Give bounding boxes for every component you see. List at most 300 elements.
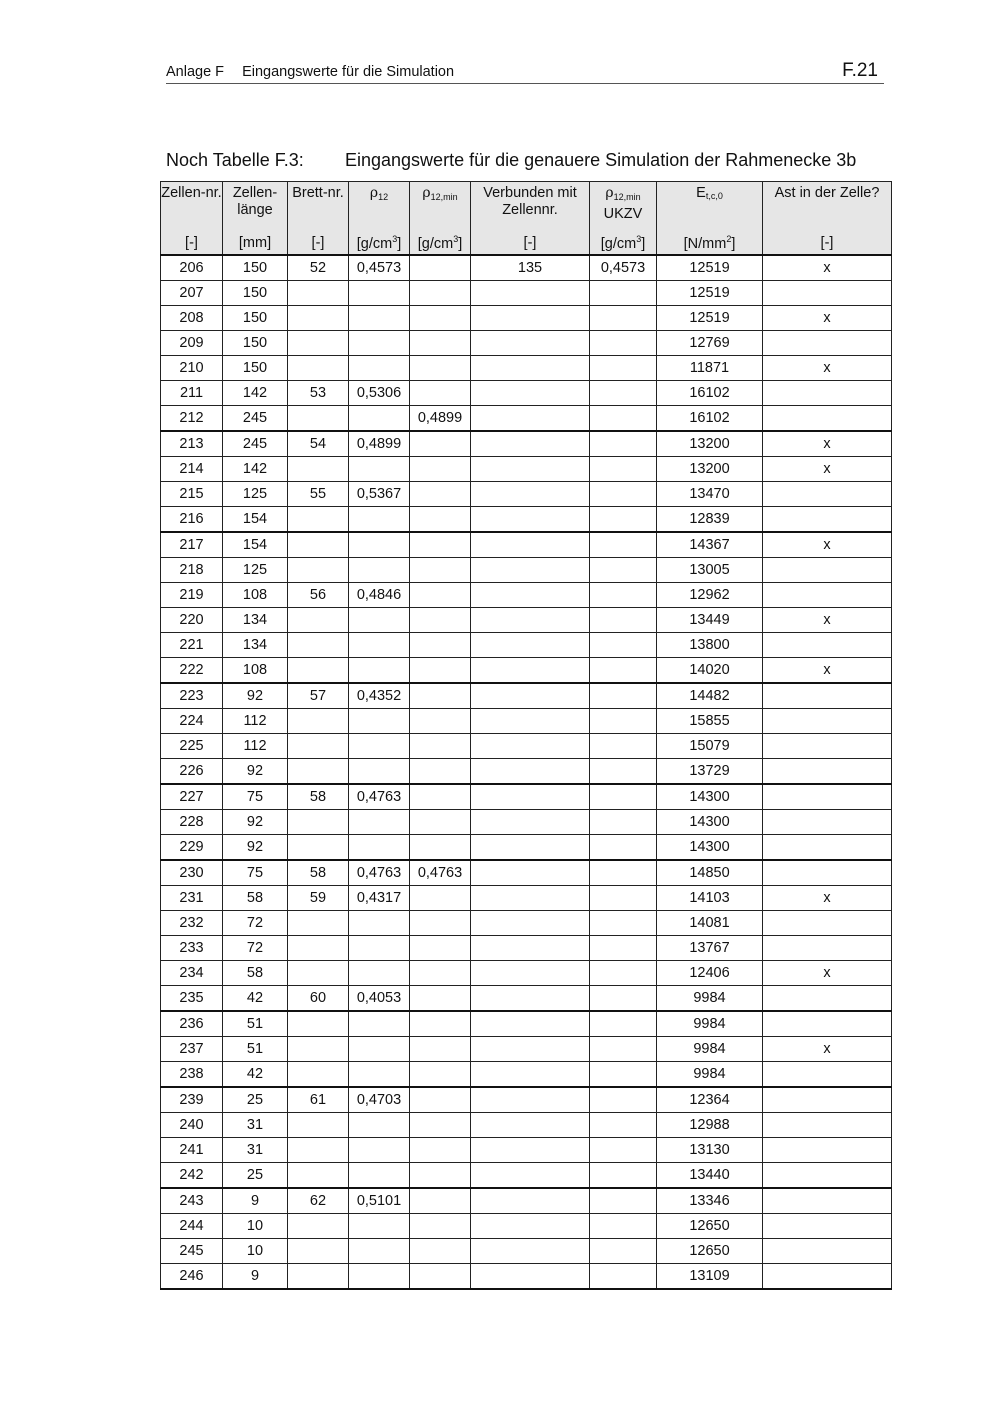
cell-cell-nr: 213 xyxy=(161,431,223,457)
cell-rho12min-ukzv xyxy=(590,860,657,886)
cell-cell-nr: 244 xyxy=(161,1214,223,1239)
e-subscript: t,c,0 xyxy=(705,191,723,201)
table-row xyxy=(161,784,892,810)
cell-connected xyxy=(471,810,590,835)
cell-board-nr xyxy=(288,281,349,306)
cell-cell-length: 75 xyxy=(223,860,288,886)
cell-branch xyxy=(763,986,892,1012)
cell-connected xyxy=(471,381,590,406)
unit-rho12min-ukzv xyxy=(590,231,657,255)
cell-rho12 xyxy=(349,1163,410,1189)
table-row xyxy=(161,810,892,835)
cell-rho12min-ukzv xyxy=(590,810,657,835)
cell-board-nr: 57 xyxy=(288,683,349,709)
cell-branch xyxy=(763,633,892,658)
cell-board-nr xyxy=(288,558,349,583)
cell-board-nr: 59 xyxy=(288,886,349,911)
cell-board-nr xyxy=(288,734,349,759)
table-row xyxy=(161,1264,892,1290)
cell-rho12: 0,4899 xyxy=(349,431,410,457)
table-row xyxy=(161,457,892,482)
cell-board-nr xyxy=(288,1138,349,1163)
cell-board-nr xyxy=(288,1062,349,1088)
cell-rho12min-ukzv xyxy=(590,583,657,608)
unit-exponent: 3 xyxy=(392,233,398,244)
cell-rho12min xyxy=(410,784,471,810)
cell-branch: x xyxy=(763,1037,892,1062)
table-row xyxy=(161,911,892,936)
cell-e-modulus: 14081 xyxy=(657,911,763,936)
cell-rho12min-ukzv xyxy=(590,1188,657,1214)
table-caption xyxy=(166,150,856,171)
cell-e-modulus: 13200 xyxy=(657,457,763,482)
cell-e-modulus: 12364 xyxy=(657,1087,763,1113)
cell-cell-nr: 216 xyxy=(161,507,223,533)
cell-branch xyxy=(763,810,892,835)
cell-cell-length: 31 xyxy=(223,1138,288,1163)
cell-cell-nr: 236 xyxy=(161,1011,223,1037)
unit-base: [g/cm xyxy=(600,235,637,252)
cell-connected xyxy=(471,1163,590,1189)
cell-cell-length: 58 xyxy=(223,886,288,911)
table-row xyxy=(161,331,892,356)
cell-board-nr: 53 xyxy=(288,381,349,406)
cell-rho12min-ukzv xyxy=(590,1264,657,1290)
cell-connected xyxy=(471,936,590,961)
unit-exponent: 2 xyxy=(726,233,732,244)
table-row xyxy=(161,558,892,583)
cell-connected xyxy=(471,457,590,482)
table-row xyxy=(161,507,892,533)
cell-cell-nr: 224 xyxy=(161,709,223,734)
cell-board-nr xyxy=(288,1113,349,1138)
cell-branch xyxy=(763,1214,892,1239)
cell-cell-length: 9 xyxy=(223,1264,288,1290)
cell-board-nr xyxy=(288,633,349,658)
cell-cell-length: 125 xyxy=(223,558,288,583)
cell-board-nr xyxy=(288,356,349,381)
cell-rho12 xyxy=(349,759,410,785)
cell-board-nr xyxy=(288,406,349,432)
cell-branch: x xyxy=(763,961,892,986)
cell-cell-nr: 242 xyxy=(161,1163,223,1189)
cell-branch xyxy=(763,1163,892,1189)
cell-branch xyxy=(763,911,892,936)
cell-cell-length: 9 xyxy=(223,1188,288,1214)
table-row xyxy=(161,306,892,331)
cell-rho12: 0,4703 xyxy=(349,1087,410,1113)
cell-rho12 xyxy=(349,936,410,961)
cell-board-nr xyxy=(288,1239,349,1264)
rho12min-subscript: 12,min xyxy=(430,192,458,202)
cell-rho12min xyxy=(410,683,471,709)
cell-cell-length: 10 xyxy=(223,1239,288,1264)
cell-branch xyxy=(763,1138,892,1163)
data-table xyxy=(160,181,892,1290)
cell-connected xyxy=(471,835,590,861)
cell-rho12 xyxy=(349,457,410,482)
rho-symbol: ρ xyxy=(605,185,614,201)
cell-cell-length: 92 xyxy=(223,683,288,709)
cell-rho12min xyxy=(410,1188,471,1214)
cell-connected xyxy=(471,558,590,583)
table-row xyxy=(161,658,892,684)
cell-cell-length: 245 xyxy=(223,431,288,457)
table-row xyxy=(161,1062,892,1088)
cell-rho12min-ukzv xyxy=(590,431,657,457)
cell-rho12min xyxy=(410,381,471,406)
cell-e-modulus: 14482 xyxy=(657,683,763,709)
cell-rho12min-ukzv xyxy=(590,633,657,658)
cell-cell-nr: 231 xyxy=(161,886,223,911)
rho12min-ukzv-subscript: 12,min xyxy=(613,192,641,202)
table-row xyxy=(161,835,892,861)
table-row xyxy=(161,986,892,1012)
cell-branch xyxy=(763,381,892,406)
cell-board-nr xyxy=(288,961,349,986)
cell-e-modulus: 13346 xyxy=(657,1188,763,1214)
cell-cell-nr: 220 xyxy=(161,608,223,633)
cell-rho12min-ukzv xyxy=(590,709,657,734)
cell-rho12min-ukzv xyxy=(590,1087,657,1113)
cell-rho12min xyxy=(410,331,471,356)
cell-rho12: 0,4763 xyxy=(349,860,410,886)
cell-cell-length: 112 xyxy=(223,709,288,734)
unit-connected: [-] xyxy=(471,231,590,255)
table-row xyxy=(161,356,892,381)
cell-e-modulus: 15079 xyxy=(657,734,763,759)
cell-rho12min-ukzv: 0,4573 xyxy=(590,255,657,281)
page-header xyxy=(166,58,884,84)
cell-e-modulus: 13109 xyxy=(657,1264,763,1290)
units-row xyxy=(161,231,892,255)
cell-rho12: 0,5101 xyxy=(349,1188,410,1214)
cell-cell-nr: 233 xyxy=(161,936,223,961)
table-row xyxy=(161,431,892,457)
cell-e-modulus: 12406 xyxy=(657,961,763,986)
cell-branch xyxy=(763,1239,892,1264)
cell-branch xyxy=(763,936,892,961)
cell-rho12min-ukzv xyxy=(590,1214,657,1239)
cell-rho12min-ukzv xyxy=(590,608,657,633)
cell-connected xyxy=(471,759,590,785)
col-header-branch: Ast in der Zelle? xyxy=(763,182,892,232)
cell-connected xyxy=(471,583,590,608)
cell-rho12min-ukzv xyxy=(590,381,657,406)
cell-e-modulus: 13005 xyxy=(657,558,763,583)
cell-rho12min xyxy=(410,734,471,759)
cell-branch: x xyxy=(763,457,892,482)
cell-rho12 xyxy=(349,1011,410,1037)
cell-connected xyxy=(471,406,590,432)
table-row xyxy=(161,608,892,633)
cell-rho12min-ukzv xyxy=(590,306,657,331)
cell-rho12: 0,5367 xyxy=(349,482,410,507)
table-row xyxy=(161,759,892,785)
unit-base: [g/cm xyxy=(356,235,393,252)
cell-rho12min-ukzv xyxy=(590,683,657,709)
cell-branch xyxy=(763,1188,892,1214)
cell-rho12 xyxy=(349,835,410,861)
cell-rho12min xyxy=(410,1113,471,1138)
cell-branch: x xyxy=(763,658,892,684)
unit-close: ] xyxy=(458,235,463,252)
unit-cell-length: [mm] xyxy=(223,231,288,255)
cell-cell-nr: 235 xyxy=(161,986,223,1012)
cell-e-modulus: 14300 xyxy=(657,784,763,810)
cell-rho12: 0,4053 xyxy=(349,986,410,1012)
cell-rho12min xyxy=(410,255,471,281)
cell-rho12min-ukzv xyxy=(590,1062,657,1088)
cell-rho12min: 0,4899 xyxy=(410,406,471,432)
cell-cell-nr: 208 xyxy=(161,306,223,331)
cell-branch: x xyxy=(763,532,892,558)
cell-e-modulus: 9984 xyxy=(657,1062,763,1088)
cell-cell-nr: 210 xyxy=(161,356,223,381)
cell-cell-nr: 217 xyxy=(161,532,223,558)
cell-e-modulus: 13200 xyxy=(657,431,763,457)
col-header-cell-nr: Zellen-nr. xyxy=(161,182,223,232)
cell-e-modulus: 13767 xyxy=(657,936,763,961)
cell-cell-nr: 225 xyxy=(161,734,223,759)
col-header-e-modulus xyxy=(657,182,763,232)
unit-branch: [-] xyxy=(763,231,892,255)
cell-e-modulus: 12988 xyxy=(657,1113,763,1138)
cell-board-nr: 62 xyxy=(288,1188,349,1214)
cell-cell-nr: 239 xyxy=(161,1087,223,1113)
cell-rho12: 0,4317 xyxy=(349,886,410,911)
cell-connected xyxy=(471,784,590,810)
cell-board-nr: 55 xyxy=(288,482,349,507)
cell-connected xyxy=(471,734,590,759)
cell-rho12min xyxy=(410,482,471,507)
cell-rho12min-ukzv xyxy=(590,507,657,533)
cell-branch xyxy=(763,835,892,861)
cell-branch xyxy=(763,1011,892,1037)
cell-cell-length: 72 xyxy=(223,911,288,936)
cell-connected xyxy=(471,1138,590,1163)
cell-e-modulus: 16102 xyxy=(657,381,763,406)
cell-cell-length: 51 xyxy=(223,1037,288,1062)
cell-cell-nr: 223 xyxy=(161,683,223,709)
cell-rho12min-ukzv xyxy=(590,835,657,861)
col-header-rho12min xyxy=(410,182,471,232)
cell-cell-length: 108 xyxy=(223,583,288,608)
cell-rho12min-ukzv xyxy=(590,1163,657,1189)
cell-rho12: 0,4846 xyxy=(349,583,410,608)
cell-cell-nr: 222 xyxy=(161,658,223,684)
cell-cell-nr: 207 xyxy=(161,281,223,306)
cell-e-modulus: 13449 xyxy=(657,608,763,633)
table-row xyxy=(161,1087,892,1113)
cell-connected xyxy=(471,356,590,381)
cell-rho12min xyxy=(410,936,471,961)
cell-rho12min xyxy=(410,507,471,533)
cell-cell-length: 150 xyxy=(223,281,288,306)
cell-rho12 xyxy=(349,734,410,759)
cell-cell-nr: 229 xyxy=(161,835,223,861)
cell-rho12 xyxy=(349,1138,410,1163)
cell-cell-nr: 206 xyxy=(161,255,223,281)
cell-rho12min-ukzv xyxy=(590,482,657,507)
cell-rho12 xyxy=(349,507,410,533)
cell-cell-length: 134 xyxy=(223,608,288,633)
cell-e-modulus: 14367 xyxy=(657,532,763,558)
cell-connected xyxy=(471,886,590,911)
cell-branch xyxy=(763,507,892,533)
cell-e-modulus: 13729 xyxy=(657,759,763,785)
cell-cell-length: 112 xyxy=(223,734,288,759)
cell-rho12min xyxy=(410,810,471,835)
cell-rho12 xyxy=(349,709,410,734)
cell-e-modulus: 14020 xyxy=(657,658,763,684)
cell-cell-nr: 238 xyxy=(161,1062,223,1088)
col-header-rho12 xyxy=(349,182,410,232)
cell-rho12 xyxy=(349,1239,410,1264)
cell-connected xyxy=(471,633,590,658)
table-row xyxy=(161,482,892,507)
table-row xyxy=(161,1214,892,1239)
header-left xyxy=(166,64,454,80)
cell-e-modulus: 9984 xyxy=(657,986,763,1012)
cell-cell-length: 154 xyxy=(223,532,288,558)
cell-e-modulus: 9984 xyxy=(657,1037,763,1062)
cell-connected xyxy=(471,507,590,533)
cell-branch: x xyxy=(763,306,892,331)
cell-rho12 xyxy=(349,356,410,381)
rho-symbol: ρ xyxy=(422,185,431,201)
caption-text: Eingangswerte für die genauere Simulation der Rahmenecke 3b xyxy=(345,150,857,170)
cell-e-modulus: 9984 xyxy=(657,1011,763,1037)
cell-rho12min xyxy=(410,558,471,583)
cell-rho12 xyxy=(349,558,410,583)
cell-rho12 xyxy=(349,406,410,432)
cell-rho12min-ukzv xyxy=(590,406,657,432)
col-header-board-nr: Brett-nr. xyxy=(288,182,349,232)
cell-cell-nr: 245 xyxy=(161,1239,223,1264)
cell-cell-length: 92 xyxy=(223,835,288,861)
cell-rho12min xyxy=(410,281,471,306)
cell-rho12 xyxy=(349,658,410,684)
col-header-connected: Verbunden mit Zellennr. xyxy=(471,182,590,232)
cell-board-nr xyxy=(288,709,349,734)
cell-rho12min xyxy=(410,1239,471,1264)
cell-rho12min xyxy=(410,457,471,482)
cell-connected xyxy=(471,658,590,684)
cell-board-nr xyxy=(288,1037,349,1062)
cell-rho12min-ukzv xyxy=(590,1011,657,1037)
cell-cell-length: 10 xyxy=(223,1214,288,1239)
cell-connected xyxy=(471,1011,590,1037)
cell-e-modulus: 14300 xyxy=(657,810,763,835)
table-row xyxy=(161,886,892,911)
cell-cell-length: 58 xyxy=(223,961,288,986)
cell-connected: 135 xyxy=(471,255,590,281)
cell-cell-nr: 215 xyxy=(161,482,223,507)
table-row xyxy=(161,1163,892,1189)
cell-cell-nr: 230 xyxy=(161,860,223,886)
cell-rho12min xyxy=(410,532,471,558)
cell-rho12: 0,4763 xyxy=(349,784,410,810)
cell-rho12 xyxy=(349,608,410,633)
cell-branch xyxy=(763,1087,892,1113)
cell-rho12min xyxy=(410,911,471,936)
cell-rho12min xyxy=(410,1087,471,1113)
table-row xyxy=(161,734,892,759)
rho12-subscript: 12 xyxy=(378,192,389,202)
table-row xyxy=(161,961,892,986)
unit-close: ] xyxy=(397,235,402,252)
cell-cell-length: 150 xyxy=(223,306,288,331)
cell-rho12min-ukzv xyxy=(590,784,657,810)
cell-rho12min-ukzv xyxy=(590,911,657,936)
unit-exponent: 3 xyxy=(453,233,459,244)
col-header-rho12min-ukzv xyxy=(590,182,657,232)
cell-connected xyxy=(471,986,590,1012)
cell-board-nr xyxy=(288,658,349,684)
cell-connected xyxy=(471,1037,590,1062)
cell-e-modulus: 12650 xyxy=(657,1239,763,1264)
unit-rho12 xyxy=(349,231,410,255)
cell-cell-length: 51 xyxy=(223,1011,288,1037)
cell-e-modulus: 12650 xyxy=(657,1214,763,1239)
cell-e-modulus: 13800 xyxy=(657,633,763,658)
cell-connected xyxy=(471,1087,590,1113)
cell-connected xyxy=(471,431,590,457)
cell-e-modulus: 14300 xyxy=(657,835,763,861)
cell-cell-nr: 218 xyxy=(161,558,223,583)
cell-branch xyxy=(763,734,892,759)
cell-cell-length: 25 xyxy=(223,1163,288,1189)
cell-rho12min xyxy=(410,986,471,1012)
header-title: Eingangswerte für die Simulation xyxy=(242,64,455,80)
cell-rho12min xyxy=(410,583,471,608)
cell-cell-nr: 246 xyxy=(161,1264,223,1290)
cell-e-modulus: 13130 xyxy=(657,1138,763,1163)
cell-cell-nr: 212 xyxy=(161,406,223,432)
cell-cell-nr: 243 xyxy=(161,1188,223,1214)
cell-board-nr xyxy=(288,810,349,835)
cell-rho12min-ukzv xyxy=(590,457,657,482)
cell-rho12min-ukzv xyxy=(590,961,657,986)
cell-connected xyxy=(471,306,590,331)
table-row xyxy=(161,406,892,432)
cell-branch xyxy=(763,331,892,356)
cell-rho12 xyxy=(349,306,410,331)
table-row xyxy=(161,583,892,608)
cell-rho12 xyxy=(349,911,410,936)
cell-connected xyxy=(471,532,590,558)
cell-rho12min-ukzv xyxy=(590,532,657,558)
cell-rho12min xyxy=(410,1062,471,1088)
cell-rho12min-ukzv xyxy=(590,759,657,785)
cell-rho12min-ukzv xyxy=(590,658,657,684)
cell-branch xyxy=(763,406,892,432)
cell-board-nr xyxy=(288,507,349,533)
table-row xyxy=(161,633,892,658)
cell-cell-length: 154 xyxy=(223,507,288,533)
unit-e-modulus xyxy=(657,231,763,255)
cell-connected xyxy=(471,1214,590,1239)
cell-board-nr: 60 xyxy=(288,986,349,1012)
cell-connected xyxy=(471,281,590,306)
cell-board-nr xyxy=(288,759,349,785)
cell-connected xyxy=(471,683,590,709)
cell-rho12min-ukzv xyxy=(590,734,657,759)
ukzv-label: UKZV xyxy=(603,206,643,222)
cell-connected xyxy=(471,1239,590,1264)
cell-rho12min-ukzv xyxy=(590,986,657,1012)
